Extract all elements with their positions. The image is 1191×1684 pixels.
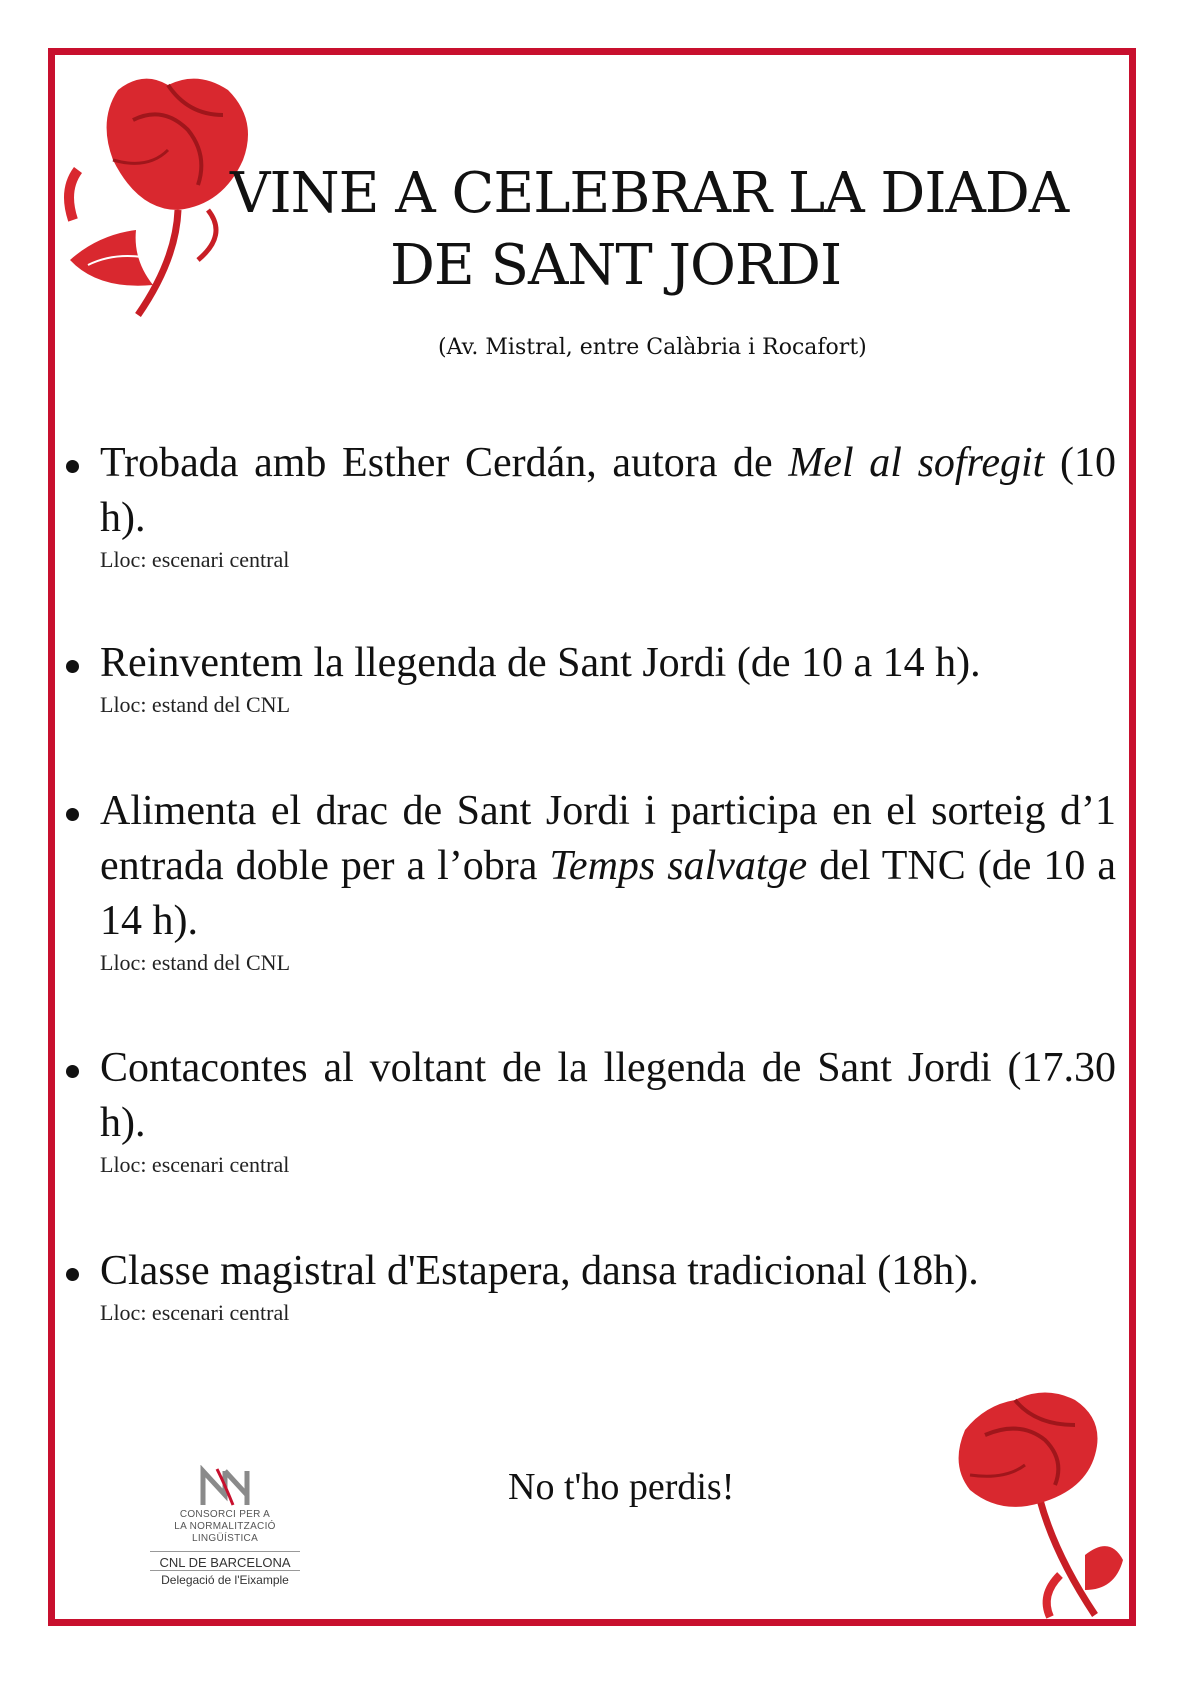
list-item: [66, 636, 1116, 719]
org-name-line: LA NORMALITZACIÓ: [174, 1521, 276, 1532]
list-item: [66, 436, 1116, 574]
rose-icon: [945, 1385, 1125, 1620]
cnl-name: CNL DE BARCELONA: [150, 1551, 300, 1570]
bullet-icon: [66, 460, 79, 473]
location-subtitle: (Av. Mistral, entre Calàbria i Rocafort): [438, 335, 867, 360]
event-description: Contacontes al voltant de la llegenda de Sant Jordi (17.30 h).: [100, 1045, 1116, 1146]
list-item: [66, 784, 1116, 977]
event-description: Trobada amb Esther Cerdán, autora de Mel al sofregit (10 h).: [100, 440, 1116, 541]
event-location: Lloc: estand del CNL: [100, 950, 291, 975]
event-location: Lloc: estand del CNL: [100, 692, 291, 717]
event-description: Alimenta el drac de Sant Jordi i participa en el sorteig d’1 entrada doble per a l’obra Temps salvatge del TNC (de 10 a 14 h).: [100, 788, 1116, 944]
bullet-icon: [66, 808, 79, 821]
cnl-logo: [150, 1465, 300, 1610]
bullet-icon: [66, 660, 79, 673]
org-name-line: LINGÜÍSTICA: [191, 1533, 259, 1544]
page-title: [230, 158, 1110, 302]
event-description: Reinventem la llegenda de Sant Jordi (de 10 a 14 h).: [100, 640, 981, 686]
event-location: Lloc: escenari central: [100, 1300, 290, 1325]
event-location: Lloc: escenari central: [100, 547, 290, 572]
title-line-2: DE SANT JORDI: [390, 233, 842, 298]
event-location: Lloc: escenari central: [100, 1152, 290, 1177]
bullet-icon: [66, 1065, 79, 1078]
event-description: Classe magistral d'Estapera, dansa tradicional (18h).: [100, 1248, 979, 1294]
bullet-icon: [66, 1268, 79, 1281]
title-line-1: VINE A CELEBRAR LA DIADA: [230, 161, 1069, 226]
list-item: [66, 1041, 1116, 1179]
closing-message: No t'ho perdis!: [508, 1466, 735, 1508]
cnl-logo-icon: [195, 1465, 255, 1509]
delegation-name: Delegació de l'Eixample: [150, 1570, 300, 1587]
list-item: [66, 1244, 1116, 1327]
org-name-line: CONSORCI PER A: [179, 1509, 271, 1520]
